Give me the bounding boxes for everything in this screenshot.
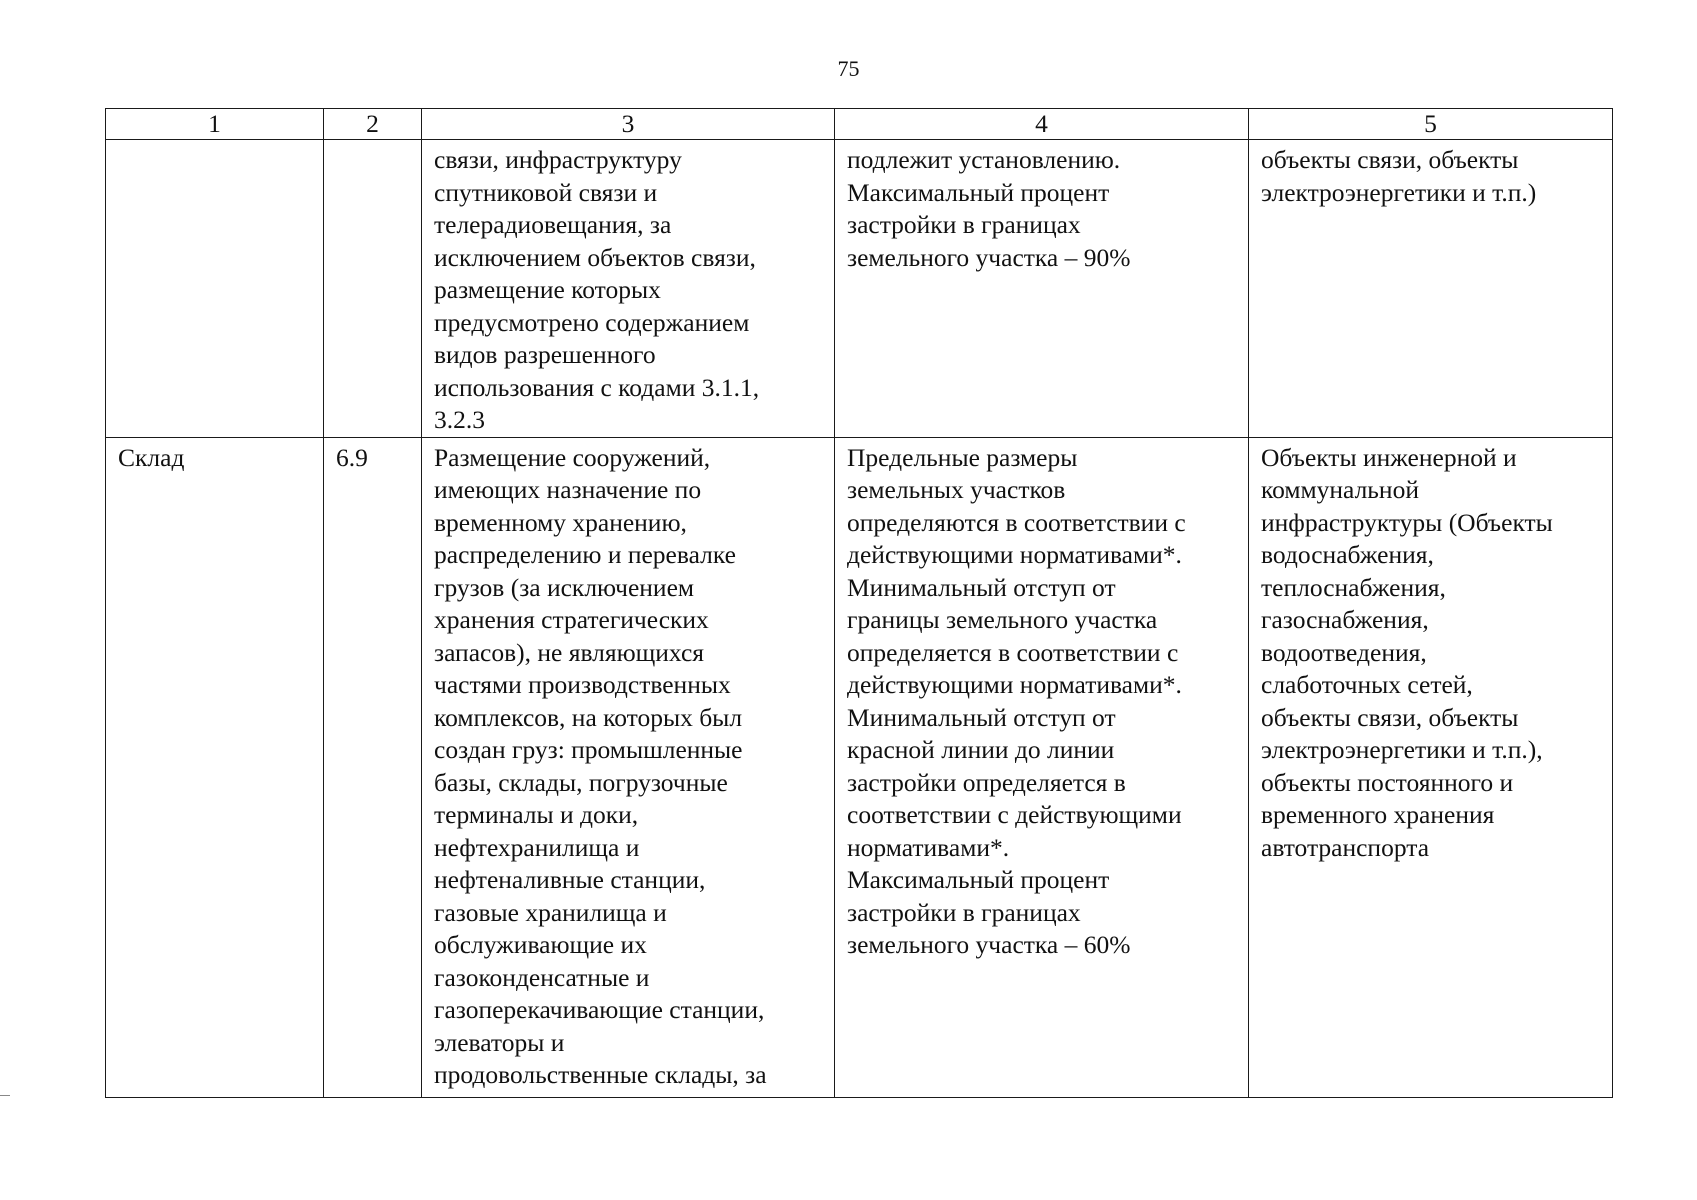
cell-land-use-type: Склад — [106, 437, 324, 1097]
cell-parameters: Предельные размеры земельных участков определяются в соответствии с действующими нормативами*. Минимальный отступ от границы земельного участка определяется в соответствии с действующими нормативами*. Минимальный отступ от красной линии до линии застройки определяется в соответствии с действующими нормативами*. Максимальный процент застройки в границах земельного участка – 60% — [835, 437, 1249, 1097]
column-header-5: 5 — [1249, 109, 1613, 140]
header-row — [106, 109, 1613, 140]
regulations-table — [105, 108, 1613, 1098]
table-row — [106, 140, 1613, 438]
column-header-2: 2 — [324, 109, 422, 140]
column-header-4: 4 — [835, 109, 1249, 140]
cell-parameters: подлежит установлению. Максимальный процент застройки в границах земельного участка – 90% — [835, 140, 1249, 438]
table-row — [106, 437, 1613, 1097]
cell-description: Размещение сооружений, имеющих назначение по временному хранению, распределению и перевалке грузов (за исключением хранения стратегических запасов), не являющихся частями производственных комплексов, на которых был создан груз: промышленные базы, склады, погрузочные терминалы и доки, нефтехранилища и нефтеналивные станции, газовые хранилища и обслуживающие их газоконденсатные и газоперекачивающие станции, элеваторы и продовольственные склады, за — [422, 437, 835, 1097]
cell-land-use-type — [106, 140, 324, 438]
cell-code — [324, 140, 422, 438]
page-number: 75 — [837, 56, 860, 81]
cell-code: 6.9 — [324, 437, 422, 1097]
cell-auxiliary-uses: объекты связи, объекты электроэнергетики и т.п.) — [1249, 140, 1613, 438]
column-header-1: 1 — [106, 109, 324, 140]
scan-edge-mark — [0, 1095, 10, 1096]
cell-auxiliary-uses: Объекты инженерной и коммунальной инфраструктуры (Объекты водоснабжения, теплоснабжения, газоснабжения, водоотведения, слаботочных сетей, объекты связи, объекты электроэнергетики и т.п.), объекты постоянного и временного хранения автотранспорта — [1249, 437, 1613, 1097]
column-header-3: 3 — [422, 109, 835, 140]
cell-description: связи, инфраструктуру спутниковой связи и телерадиовещания, за исключением объектов связи, размещение которых предусмотрено содержанием видов разрешенного использования с кодами 3.1.1, 3.2.3 — [422, 140, 835, 438]
